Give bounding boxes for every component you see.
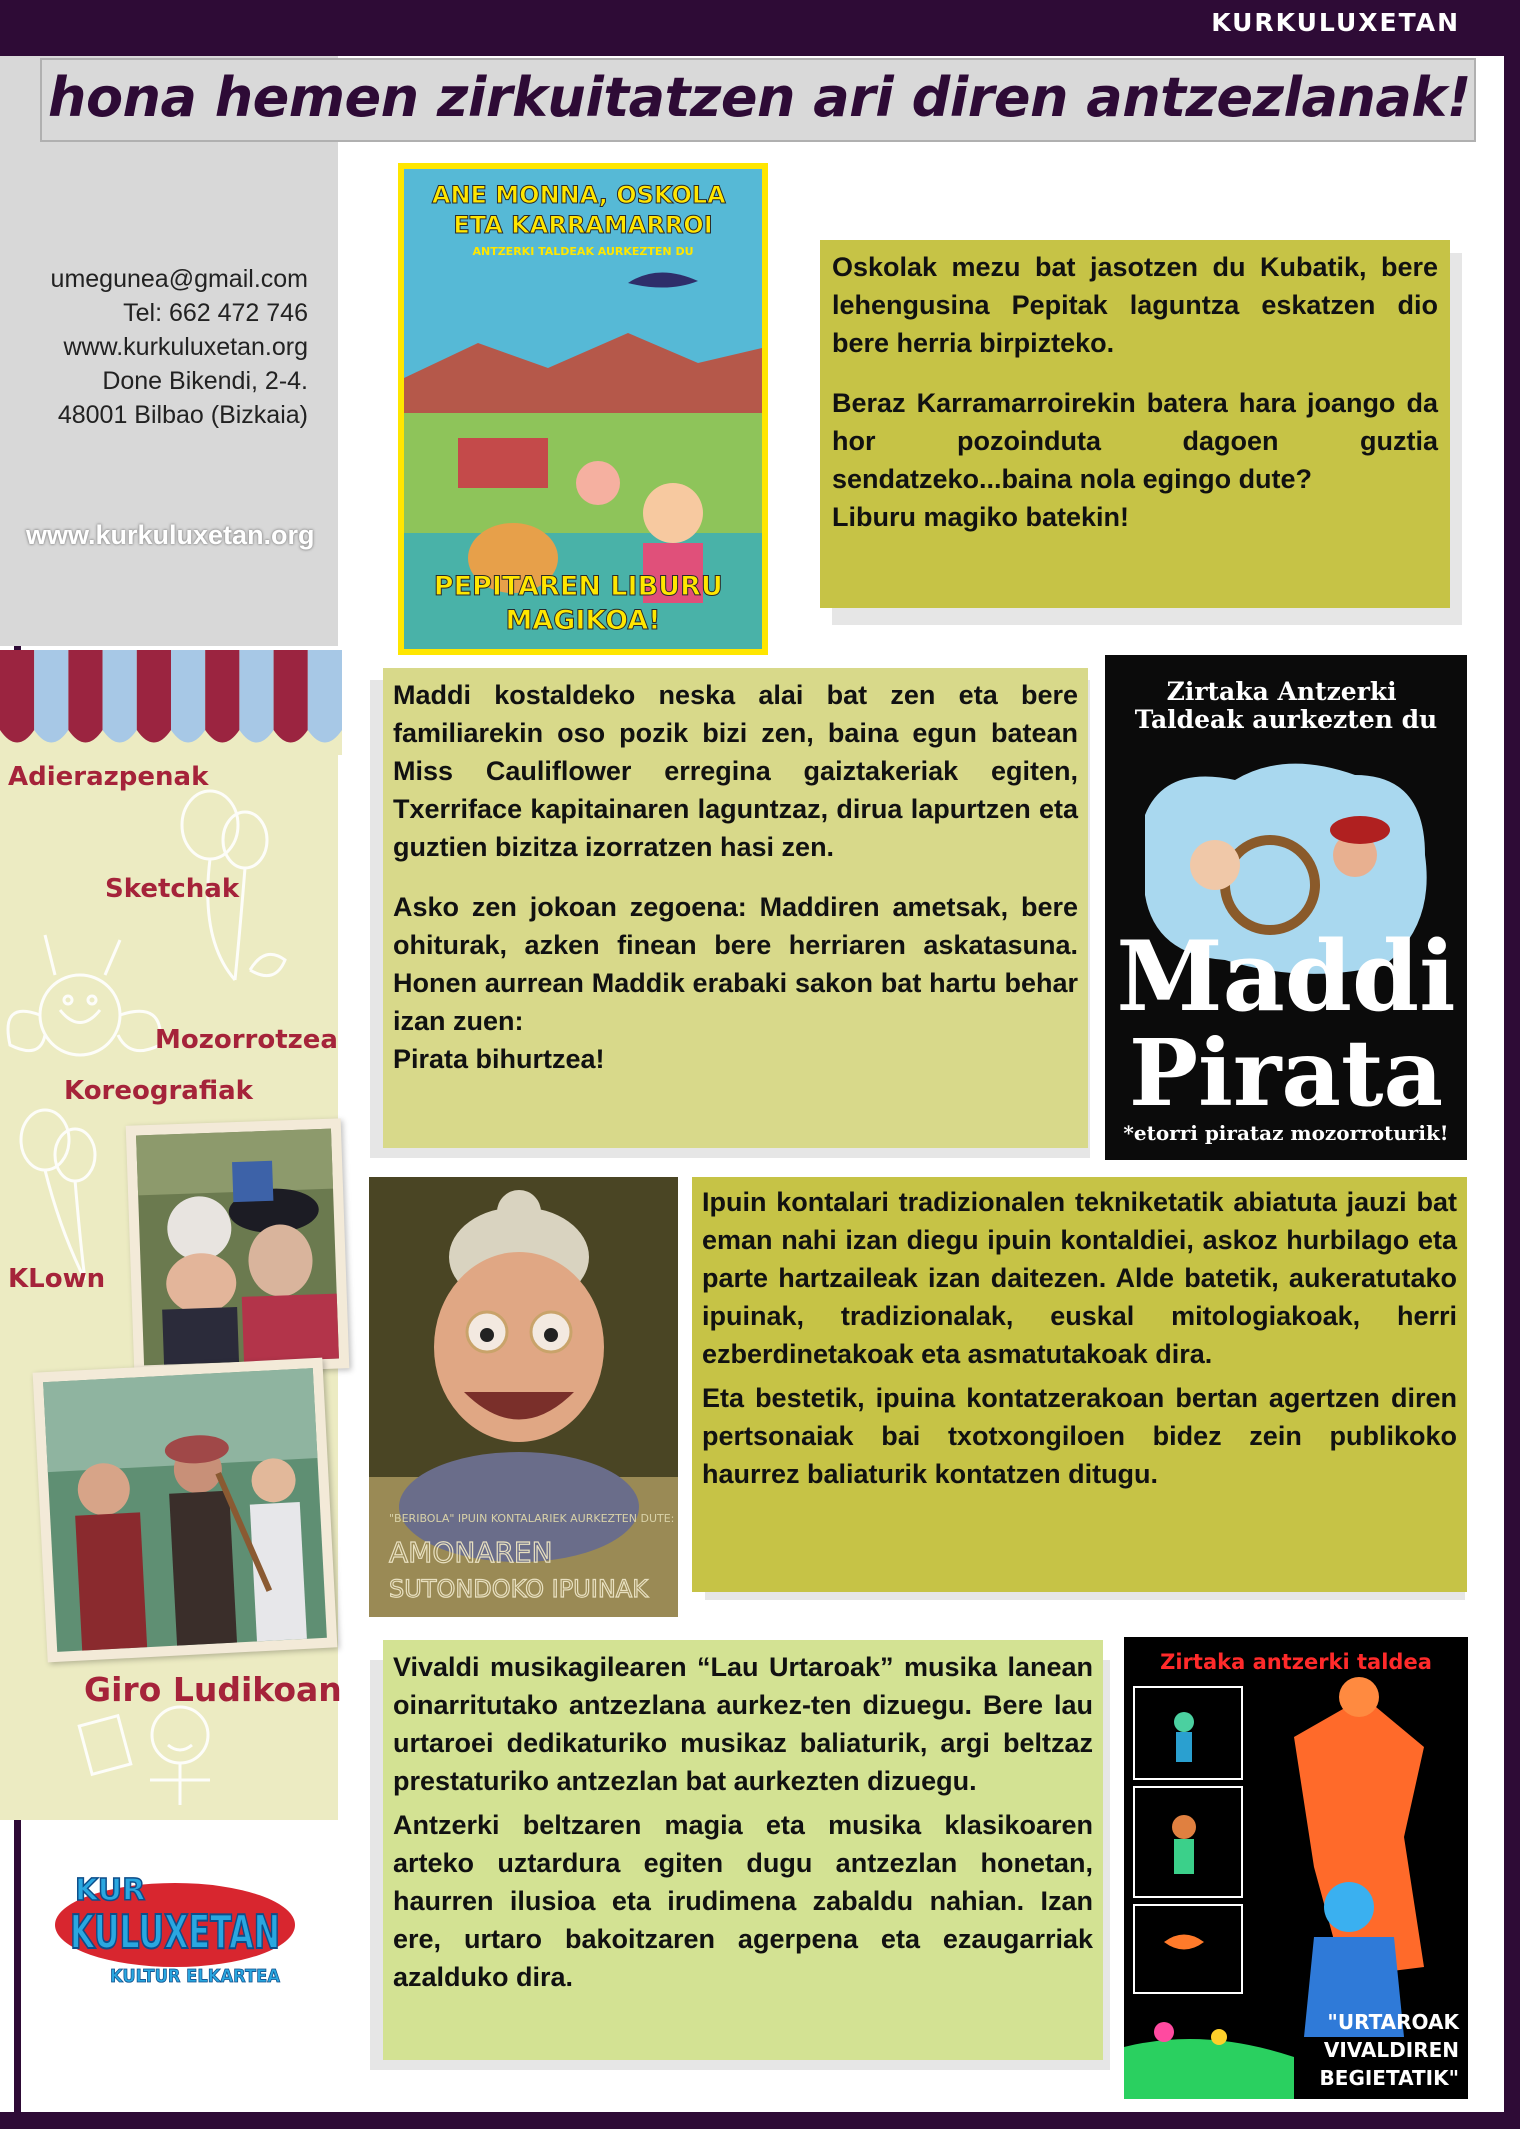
poster3-title-1: AMONAREN <box>389 1536 553 1569</box>
logo-top-text: KUR <box>75 1873 146 1908</box>
poster1-subtitle: ANTZERKI TALDEAK AURKEZTEN DU <box>472 245 694 258</box>
logo-sub-text: KULTUR ELKARTEA <box>110 1966 281 1987</box>
activity-sketchak: Sketchak <box>105 874 240 904</box>
play3-p1: Ipuin kontalari tradizionalen tekniketatik abiatuta jauzi bat eman nahi izan diegu ipuin kontaldiei, askoz hurbilago eta parte hartzaileak izan daitezen. Alde batetik, aukeratutako ipuinak, tradizionalak, euskal mitologiakoak, herri ezberdinetakoak eta asmatutakoak dira. <box>702 1187 1457 1369</box>
contact-city: 48001 Bilbao (Bizkaia) <box>57 401 308 429</box>
poster1-title: ANE MONNA, OSKOLA ETA KARRAMARROI <box>431 181 726 239</box>
poster2-bottom: *etorri pirataz mozorroturik! <box>1123 1121 1449 1145</box>
website-outline-text[interactable]: www.kurkuluxetan.org <box>26 520 315 550</box>
play2-description <box>383 668 1088 1148</box>
play4-p2: Antzerki beltzaren magia eta musika klasikoaren arteko uztardura egiten dugu antzezlan honetan, haurren ilusioa eta irudimena zabaldu nahian. Izan ere, urtaro bakoitzaren agerpena eta ezaugarriak azalduko dira. <box>393 1810 1093 1992</box>
poster-pepitaren-liburu <box>398 163 768 655</box>
poster2-title-2: Pirata <box>1128 1019 1444 1127</box>
activity-klown: KLown <box>8 1264 106 1294</box>
play1-p3: Liburu magiko batekin! <box>832 502 1130 532</box>
activity-mozorrotzea: Mozorrotzea <box>155 1025 338 1055</box>
kurkuluxetan-logo <box>50 1860 300 1990</box>
play3-p2: Eta bestetik, ipuina kontatzerakoan bertan agertzen diren pertsonaiak bai txotxongiloen bidez zein publikoko haurrez baliaturik kontatzen ditugu. <box>702 1383 1457 1489</box>
awning-decoration <box>0 650 342 755</box>
poster-urtaroak <box>1124 1637 1468 2099</box>
page-title: hona hemen zirkuitatzen ari diren antzezlanak! <box>48 66 1471 129</box>
activity-adierazpenak: Adierazpenak <box>8 762 209 792</box>
poster3-top: "BERIBOLA" IPUIN KONTALARIEK AURKEZTEN DUTE: <box>389 1512 675 1525</box>
play2-p2: Asko zen jokoan zegoena: Maddiren ametsak, bere ohiturak, azken finean bere herriaren askatasuna. Honen aurrean Maddik erabaki sakon bat hartu behar izan zuen: <box>393 892 1078 1036</box>
activity-koreografiak: Koreografiak <box>64 1076 253 1106</box>
awning-stripe <box>205 650 239 743</box>
right-border <box>1504 56 1520 2129</box>
awning-stripe <box>103 650 137 743</box>
poster1-bottom: PEPITAREN LIBURU MAGIKOA! <box>433 571 723 636</box>
poster-maddi-pirata <box>1105 655 1467 1160</box>
poster4-top: Zirtaka antzerki taldea <box>1160 1650 1432 1674</box>
poster2-title-1: Maddi <box>1116 920 1456 1033</box>
kids-photo-2 <box>33 1358 338 1663</box>
kids-photo-1 <box>126 1118 350 1375</box>
brand-label: KURKULUXETAN <box>1211 8 1460 37</box>
play4-p1: Vivaldi musikagilearen “Lau Urtaroak” musika lanean oinarritutako antzezlana aurkez-ten dizuegu. Bere lau urtaroei dedikaturiko musikaz baliaturik, argi beltzaz prestaturiko antzezlan bat aurkezten dizuegu. <box>393 1652 1093 1796</box>
play1-p1: Oskolak mezu bat jasotzen du Kubatik, bere lehengusina Pepitak laguntza eskatzen dio bere herria birpizteko. <box>832 252 1438 358</box>
activity-giro-ludikoan: Giro Ludikoan <box>84 1670 342 1709</box>
play3-description <box>692 1177 1467 1592</box>
contact-street: Done Bikendi, 2-4. <box>102 367 308 395</box>
logo-main-text: KULUXETAN <box>70 1905 280 1959</box>
play4-description <box>383 1640 1103 2060</box>
contact-phone: Tel: 662 472 746 <box>123 299 308 327</box>
contact-block <box>20 262 308 432</box>
poster2-top: Zirtaka Antzerki Taldeak aurkezten du <box>1134 677 1438 734</box>
awning-stripe <box>34 650 68 743</box>
poster-amonaren-ipuinak <box>369 1177 678 1617</box>
awning-stripe <box>171 650 205 743</box>
awning-stripe <box>308 650 342 743</box>
poster4-line-2: VIVALDIREN <box>1323 2038 1459 2062</box>
awning-stripe <box>0 650 34 743</box>
poster4-line-1: "URTAROAK <box>1327 2010 1459 2034</box>
awning-stripe <box>68 650 102 743</box>
contact-website[interactable]: www.kurkuluxetan.org <box>63 333 308 361</box>
play2-p1: Maddi kostaldeko neska alai bat zen eta bere familiarekin oso pozik bizi zen, baina egun batean Miss Cauliflower erregina gaiztakeriak egiten, Txerriface kapitainaren laguntzaz, dirua lapurtzen eta guztien bizitza izorratzen hasi zen. <box>393 680 1078 862</box>
awning-stripe <box>137 650 171 743</box>
awning-stripe <box>239 650 273 743</box>
play1-description <box>820 240 1450 608</box>
bottom-border <box>0 2112 1520 2129</box>
poster4-line-3: BEGIETATIK" <box>1319 2066 1459 2090</box>
poster3-title-2: SUTONDOKO IPUINAK <box>389 1575 648 1603</box>
play2-p3: Pirata bihurtzea! <box>393 1044 605 1074</box>
contact-email[interactable]: umegunea@gmail.com <box>50 265 308 293</box>
play1-p2: Beraz Karramarroirekin batera hara joango da hor pozoinduta dagoen guztia sendatzeko...baina nola egingo dute? <box>832 388 1438 494</box>
awning-stripe <box>274 650 308 743</box>
